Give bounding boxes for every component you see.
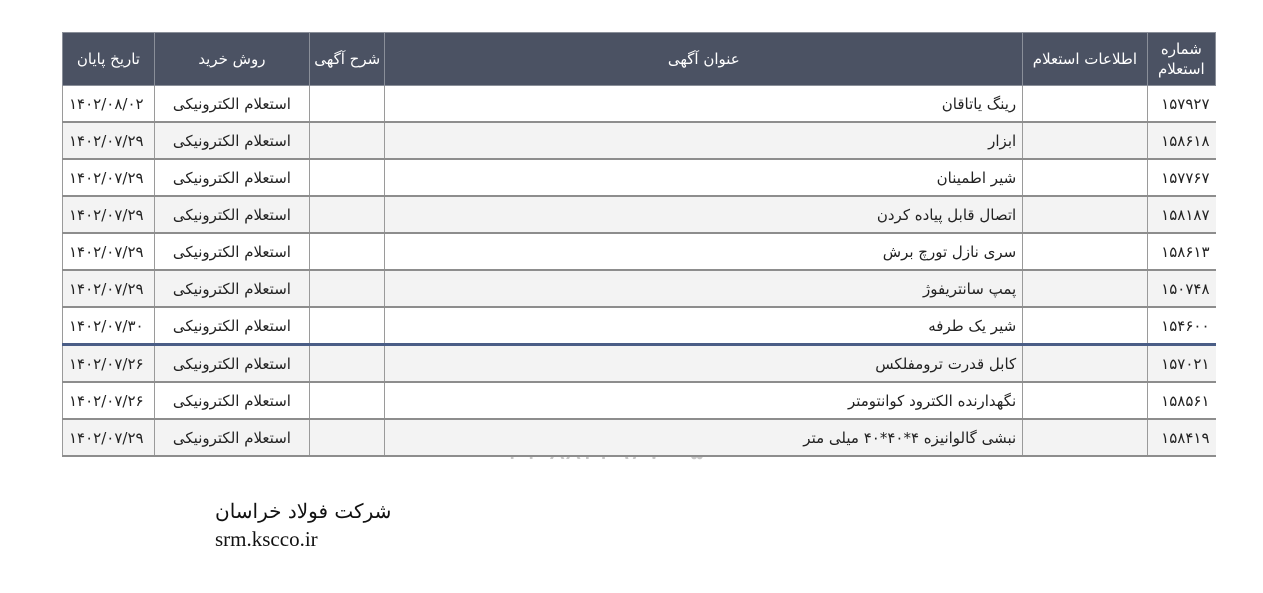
- cell-info: [1023, 270, 1147, 307]
- cell-description: [309, 307, 385, 345]
- cell-title[interactable]: ابزار: [385, 122, 1023, 159]
- cell-number: ۱۵۸۱۸۷: [1147, 196, 1215, 233]
- table-row: [63, 270, 1216, 307]
- table-row: [63, 307, 1216, 345]
- table-row: [63, 419, 1216, 456]
- table-row: [63, 196, 1216, 233]
- cell-info: [1023, 196, 1147, 233]
- cell-info: [1023, 86, 1147, 123]
- table-row: [63, 233, 1216, 270]
- cell-method: استعلام الکترونیکی: [154, 196, 309, 233]
- cell-title[interactable]: رینگ یاتاقان: [385, 86, 1023, 123]
- cell-number: ۱۵۷۹۲۷: [1147, 86, 1215, 123]
- cell-info: [1023, 122, 1147, 159]
- company-name: شرکت فولاد خراسان: [215, 499, 392, 523]
- cell-method: استعلام الکترونیکی: [154, 382, 309, 419]
- tender-table: [62, 32, 1216, 457]
- cell-info: [1023, 419, 1147, 456]
- header-end-date: تاریخ پایان: [63, 33, 155, 86]
- cell-end-date: ۱۴۰۲/۰۷/۲۹: [63, 159, 155, 196]
- cell-description: [309, 159, 385, 196]
- cell-description: [309, 345, 385, 383]
- cell-description: [309, 233, 385, 270]
- cell-number: ۱۵۷۷۶۷: [1147, 159, 1215, 196]
- table-row: [63, 159, 1216, 196]
- cell-method: استعلام الکترونیکی: [154, 122, 309, 159]
- cell-end-date: ۱۴۰۲/۰۷/۲۶: [63, 382, 155, 419]
- cell-description: [309, 86, 385, 123]
- cell-info: [1023, 382, 1147, 419]
- header-title: عنوان آگهی: [385, 33, 1023, 86]
- cell-end-date: ۱۴۰۲/۰۷/۲۶: [63, 345, 155, 383]
- cell-end-date: ۱۴۰۲/۰۷/۲۹: [63, 419, 155, 456]
- header-number: شماره استعلام: [1147, 33, 1215, 86]
- cell-description: [309, 122, 385, 159]
- cell-title[interactable]: نگهدارنده الکترود کوانتومتر: [385, 382, 1023, 419]
- cell-number: ۱۵۸۶۱۸: [1147, 122, 1215, 159]
- cell-end-date: ۱۴۰۲/۰۷/۳۰: [63, 307, 155, 345]
- cell-description: [309, 196, 385, 233]
- cell-method: استعلام الکترونیکی: [154, 159, 309, 196]
- cell-title[interactable]: اتصال قابل پیاده کردن: [385, 196, 1023, 233]
- cell-info: [1023, 345, 1147, 383]
- cell-info: [1023, 307, 1147, 345]
- cell-number: ۱۵۰۷۴۸: [1147, 270, 1215, 307]
- cell-method: استعلام الکترونیکی: [154, 345, 309, 383]
- cell-method: استعلام الکترونیکی: [154, 419, 309, 456]
- cell-method: استعلام الکترونیکی: [154, 233, 309, 270]
- cell-title[interactable]: سری نازل تورچ برش: [385, 233, 1023, 270]
- cell-end-date: ۱۴۰۲/۰۷/۲۹: [63, 233, 155, 270]
- table-row: [63, 345, 1216, 383]
- cell-method: استعلام الکترونیکی: [154, 307, 309, 345]
- cell-title[interactable]: نبشی گالوانیزه ۴*۴۰*۴۰ میلی متر: [385, 419, 1023, 456]
- cell-end-date: ۱۴۰۲/۰۷/۲۹: [63, 122, 155, 159]
- cell-title[interactable]: پمپ سانتریفوژ: [385, 270, 1023, 307]
- header-info: اطلاعات استعلام: [1023, 33, 1147, 86]
- cell-end-date: ۱۴۰۲/۰۸/۰۲: [63, 86, 155, 123]
- table-row: [63, 122, 1216, 159]
- table-row: [63, 382, 1216, 419]
- cell-number: ۱۵۴۶۰۰: [1147, 307, 1215, 345]
- company-website[interactable]: srm.kscco.ir: [215, 527, 318, 551]
- cell-method: استعلام الکترونیکی: [154, 86, 309, 123]
- cell-info: [1023, 233, 1147, 270]
- table-header-row: [63, 33, 1216, 86]
- cell-number: ۱۵۸۶۱۳: [1147, 233, 1215, 270]
- cell-end-date: ۱۴۰۲/۰۷/۲۹: [63, 270, 155, 307]
- header-description: شرح آگهی: [309, 33, 385, 86]
- cell-description: [309, 419, 385, 456]
- cell-end-date: ۱۴۰۲/۰۷/۲۹: [63, 196, 155, 233]
- cell-number: ۱۵۸۴۱۹: [1147, 419, 1215, 456]
- header-method: روش خرید: [154, 33, 309, 86]
- cell-title[interactable]: شیر یک طرفه: [385, 307, 1023, 345]
- cell-title[interactable]: شیر اطمینان: [385, 159, 1023, 196]
- table-row: [63, 86, 1216, 123]
- cell-number: ۱۵۷۰۲۱: [1147, 345, 1215, 383]
- cell-description: [309, 382, 385, 419]
- cell-description: [309, 270, 385, 307]
- cell-info: [1023, 159, 1147, 196]
- cell-method: استعلام الکترونیکی: [154, 270, 309, 307]
- cell-title[interactable]: کابل قدرت ترومفلکس: [385, 345, 1023, 383]
- cell-number: ۱۵۸۵۶۱: [1147, 382, 1215, 419]
